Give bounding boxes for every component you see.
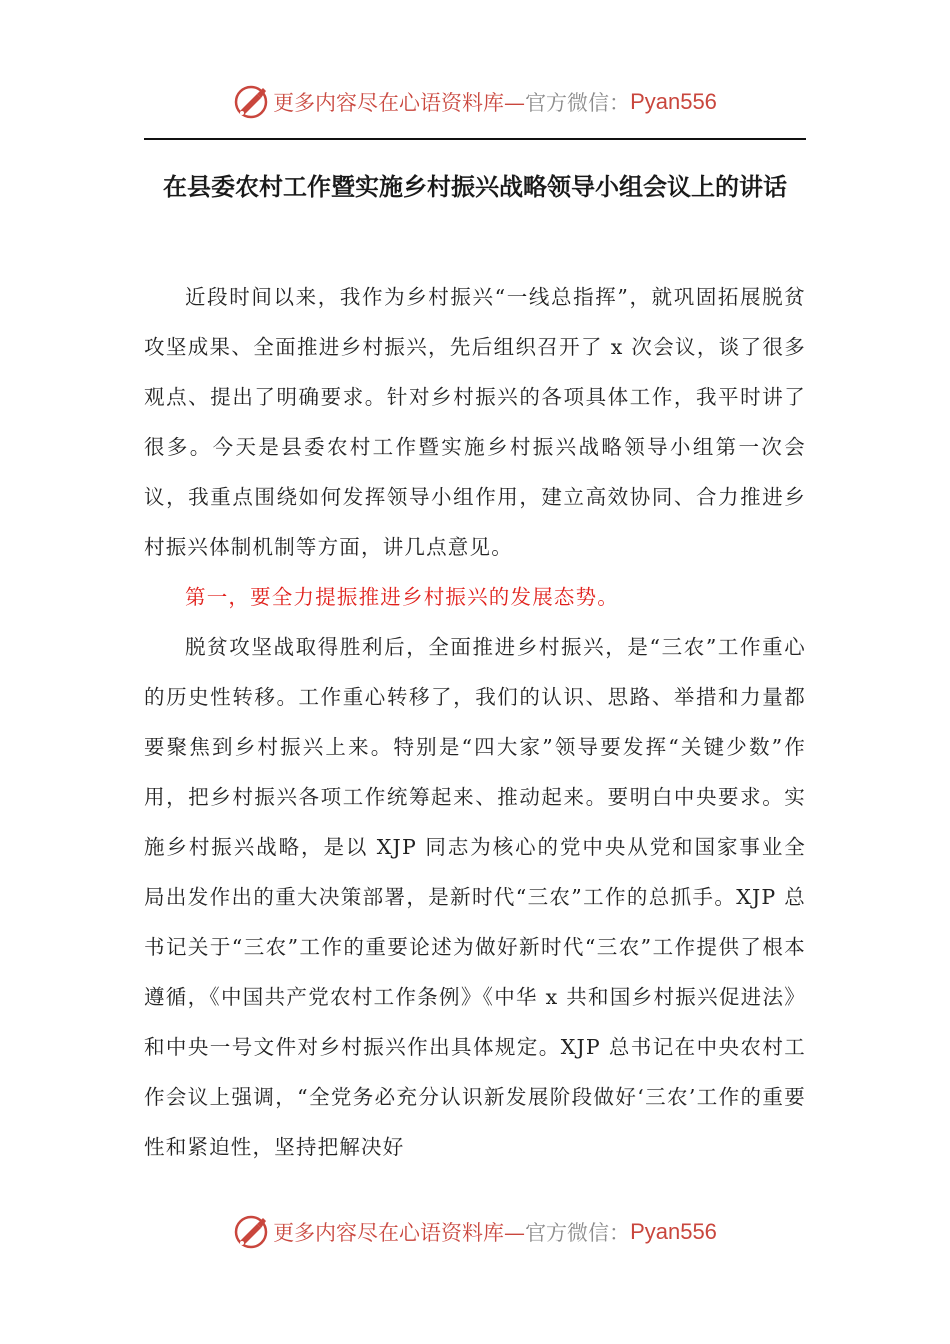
header-divider <box>144 138 806 140</box>
banner-text: 更多内容尽在心语资料库— <box>273 91 526 115</box>
wechat-label: 官方微信： <box>525 1221 631 1245</box>
wechat-id: Pyan556 <box>630 1219 717 1244</box>
wechat-id: Pyan556 <box>630 89 717 114</box>
pen-logo-icon <box>233 84 269 120</box>
section-heading: 第一，要全力提振推进乡村振兴的发展态势。 <box>185 585 619 609</box>
wechat-label: 官方微信： <box>525 91 631 115</box>
header-banner <box>0 80 950 124</box>
footer-banner <box>0 1210 950 1254</box>
paragraph: 脱贫攻坚战取得胜利后，全面推进乡村振兴，是“三农”工作重心的历史性转移。工作重心转移了，我们的认识、思路、举措和力量都要聚焦到乡村振兴上来。特别是“四大家”领导要发挥“关键少数”作用，把乡村振兴各项工作统筹起来、推动起来。要明白中央要求。实施乡村振兴战略，是以 XJP 同志为核心的党中央从党和国家事业全局出发作出的重大决策部署，是新时代“三农”工作的总抓手。XJP 总书记关于“三农”工作的重要论述为做好新时代“三农”工作提供了根本遵循，《中国共产党农村工作条例》《中华 x 共和国乡村振兴促进法》和中央一号文件对乡村振兴作出具体规定。XJP 总书记在中央农村工作会议上强调，“全党务必充分认识新发展阶段做好‘三农’工作的重要性和紧迫性，坚持把解决好 <box>144 635 806 1159</box>
document-title: 在县委农村工作暨实施乡村振兴战略领导小组会议上的讲话 <box>163 173 787 201</box>
paragraph: 近段时间以来，我作为乡村振兴“一线总指挥”，就巩固拓展脱贫攻坚成果、全面推进乡村振兴，先后组织召开了 x 次会议，谈了很多观点、提出了明确要求。针对乡村振兴的各项具体工作，我平时讲了很多。今天是县委农村工作暨实施乡村振兴战略领导小组第一次会议，我重点围绕如何发挥领导小组作用，建立高效协同、合力推进乡村振兴体制机制等方面，讲几点意见。 <box>144 285 806 559</box>
document-body <box>144 272 806 1172</box>
pen-logo-icon <box>233 1214 269 1250</box>
banner-text: 更多内容尽在心语资料库— <box>273 1221 526 1245</box>
